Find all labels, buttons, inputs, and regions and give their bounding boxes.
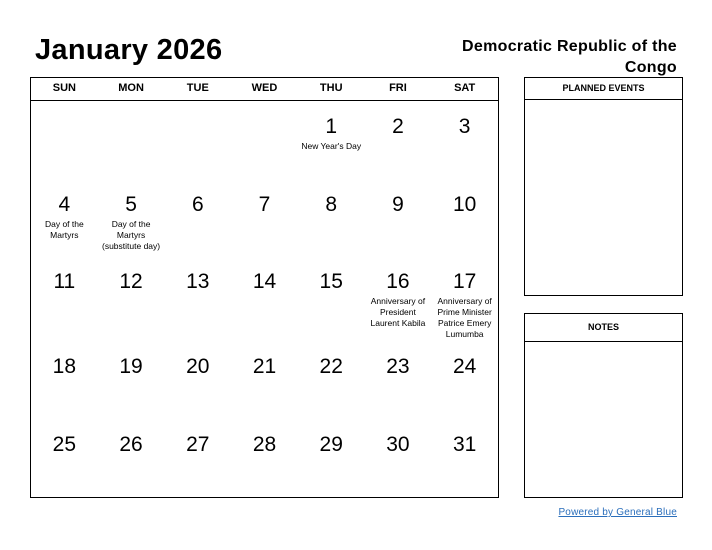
day-number: 26 [119,433,143,456]
day-cell [365,178,432,255]
day-cell [431,178,498,255]
day-cell [231,178,298,255]
powered-by-link[interactable]: Powered by General Blue [558,507,677,518]
day-number: 12 [119,270,143,293]
day-cell [431,255,498,340]
day-cell [31,340,98,418]
day-number: 9 [392,193,404,216]
holiday-label: Day of the Martyrs [44,219,84,240]
day-number: 17 [452,270,477,293]
page-title: January 2026 [35,34,223,66]
day-cell [164,255,231,340]
day-cell [98,340,165,418]
day-cell [365,340,432,418]
day-cell [231,100,298,178]
day-cell [298,100,365,178]
weekday-wed: WED [251,82,278,94]
weekday-header [31,78,498,101]
day-number: 2 [392,115,404,138]
day-cell [164,178,231,255]
planned-events-panel [524,77,683,296]
day-cell [164,340,231,418]
day-number: 24 [452,355,477,378]
day-number: 29 [319,433,343,456]
day-cell [98,255,165,340]
day-number: 18 [52,355,77,378]
day-number: 5 [125,193,137,216]
day-number: 4 [58,193,71,216]
weekday-thu: THU [319,82,343,94]
day-cell [231,418,298,496]
day-number: 14 [252,270,277,293]
calendar-grid [30,77,499,498]
day-cell [98,418,165,496]
day-cell [98,178,165,255]
country-name: Democratic Republic of the Congo [462,38,677,76]
weekday-fri: FRI [389,82,407,94]
day-cell [231,255,298,340]
day-number: 7 [258,193,271,216]
planned-events-label: PLANNED EVENTS [525,78,682,100]
day-cell [431,100,498,178]
day-number: 22 [319,355,343,378]
day-number: 23 [386,355,410,378]
holiday-label: Anniversary of Prime Minister Patrice Emery Lumumba [437,296,492,339]
day-cell [431,418,498,496]
day-cell [365,418,432,496]
day-number: 25 [52,433,77,456]
day-cell [298,255,365,340]
day-number: 30 [386,433,410,456]
day-cell [31,255,98,340]
day-number: 16 [386,270,410,293]
day-number: 15 [319,270,343,293]
day-number: 13 [186,270,210,293]
day-cell [164,418,231,496]
day-number: 6 [191,193,204,216]
day-cell [31,100,98,178]
holiday-label: New Year's Day [301,141,362,151]
day-cell [365,255,432,340]
holiday-label: Anniversary of President Laurent Kabila [370,296,426,328]
day-number: 8 [325,193,338,216]
day-cell [164,100,231,178]
day-number: 28 [252,433,277,456]
day-number: 20 [186,355,210,378]
day-cell [31,178,98,255]
day-number: 21 [252,355,277,378]
notes-panel [524,313,683,498]
weekday-sun: SUN [52,82,76,94]
day-cell [231,340,298,418]
day-number: 31 [452,433,477,456]
day-number: 19 [119,355,143,378]
day-cell [298,340,365,418]
day-cell [431,340,498,418]
day-number: 11 [53,270,76,293]
day-cell [365,100,432,178]
day-number: 10 [452,193,477,216]
weekday-sat: SAT [454,82,476,94]
weekday-tue: TUE [186,82,209,94]
day-grid [31,100,498,497]
day-number: 3 [458,115,471,138]
holiday-label: Day of the Martyrs (substitute day) [102,219,161,251]
weekday-mon: MON [118,82,144,94]
day-cell [31,418,98,496]
day-number: 1 [325,115,338,138]
day-cell [98,100,165,178]
day-cell [298,178,365,255]
notes-label: NOTES [525,314,682,342]
day-cell [298,418,365,496]
day-number: 27 [186,433,210,456]
